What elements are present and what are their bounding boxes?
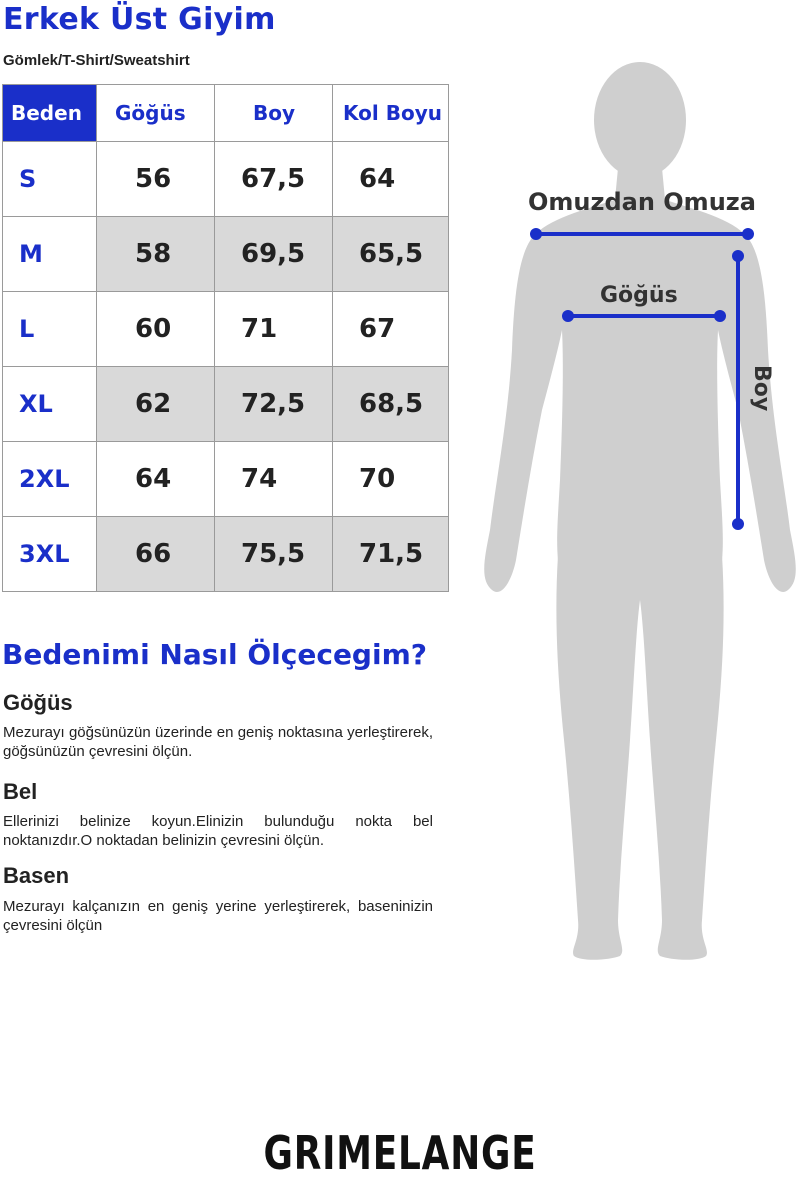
- size-cell: XL: [3, 367, 97, 442]
- waist-measure-title: Bel: [3, 779, 38, 804]
- length-cell: 75,5: [215, 517, 333, 592]
- brand-logo: GRIMELANGE: [263, 1126, 537, 1180]
- length-cell: 71: [215, 292, 333, 367]
- table-row: [3, 217, 449, 292]
- sleeve-cell: 70: [333, 442, 449, 517]
- hip-measure-title: Basen: [3, 863, 70, 888]
- size-table: [2, 84, 449, 592]
- length-label: Boy: [749, 365, 774, 412]
- guide-heading: Bedenimi Nasıl Ölçecegim?: [2, 638, 427, 671]
- shoulder-right-dot: [742, 228, 754, 240]
- sleeve-cell: 67: [333, 292, 449, 367]
- chest-cell: 60: [97, 292, 215, 367]
- chest-cell: 64: [97, 442, 215, 517]
- table-row: [3, 367, 449, 442]
- column-header-sleeve: Kol Boyu: [333, 85, 449, 142]
- column-header-size: Beden: [3, 85, 97, 142]
- sleeve-cell: 64: [333, 142, 449, 217]
- waist-measure-text: Ellerinizi belinize koyun.Elinizin bulunduğu nokta bel noktanızdır.O noktadan belinizin çevresini ölçün.: [3, 813, 433, 849]
- sleeve-cell: 65,5: [333, 217, 449, 292]
- chest-cell: 58: [97, 217, 215, 292]
- column-header-chest: Göğüs: [97, 85, 215, 142]
- size-cell: 2XL: [3, 442, 97, 517]
- chest-right-dot: [714, 310, 726, 322]
- chest-measure-title: Göğüs: [3, 690, 73, 715]
- shoulder-left-dot: [530, 228, 542, 240]
- table-row: [3, 292, 449, 367]
- chest-measure-text: Mezurayı göğsünüzün üzerinde en geniş noktasına yerleştirerek, göğsünüzün çevresini ölçün.: [3, 724, 433, 760]
- page-subtitle: Gömlek/T-Shirt/Sweatshirt: [3, 52, 190, 69]
- length-cell: 72,5: [215, 367, 333, 442]
- table-row: [3, 142, 449, 217]
- sleeve-cell: 68,5: [333, 367, 449, 442]
- length-bottom-dot: [732, 518, 744, 530]
- length-cell: 67,5: [215, 142, 333, 217]
- size-cell: L: [3, 292, 97, 367]
- length-cell: 74: [215, 442, 333, 517]
- hip-measure-text: Mezurayı kalçanızın en geniş yerine yerleştirerek, baseninizin çevresini ölçün: [3, 898, 433, 934]
- chest-cell: 56: [97, 142, 215, 217]
- body-measurement-figure: [470, 60, 800, 980]
- size-cell: S: [3, 142, 97, 217]
- table-row: [3, 442, 449, 517]
- table-header-row: [3, 85, 449, 142]
- chest-cell: 66: [97, 517, 215, 592]
- table-row: [3, 517, 449, 592]
- chest-left-dot: [562, 310, 574, 322]
- chest-cell: 62: [97, 367, 215, 442]
- length-cell: 69,5: [215, 217, 333, 292]
- chest-label: Göğüs: [600, 283, 678, 308]
- size-cell: 3XL: [3, 517, 97, 592]
- sleeve-cell: 71,5: [333, 517, 449, 592]
- page-title: Erkek Üst Giyim: [3, 2, 276, 37]
- column-header-length: Boy: [215, 85, 333, 142]
- shoulder-label: Omuzdan Omuza: [528, 188, 756, 216]
- length-top-dot: [732, 250, 744, 262]
- size-cell: M: [3, 217, 97, 292]
